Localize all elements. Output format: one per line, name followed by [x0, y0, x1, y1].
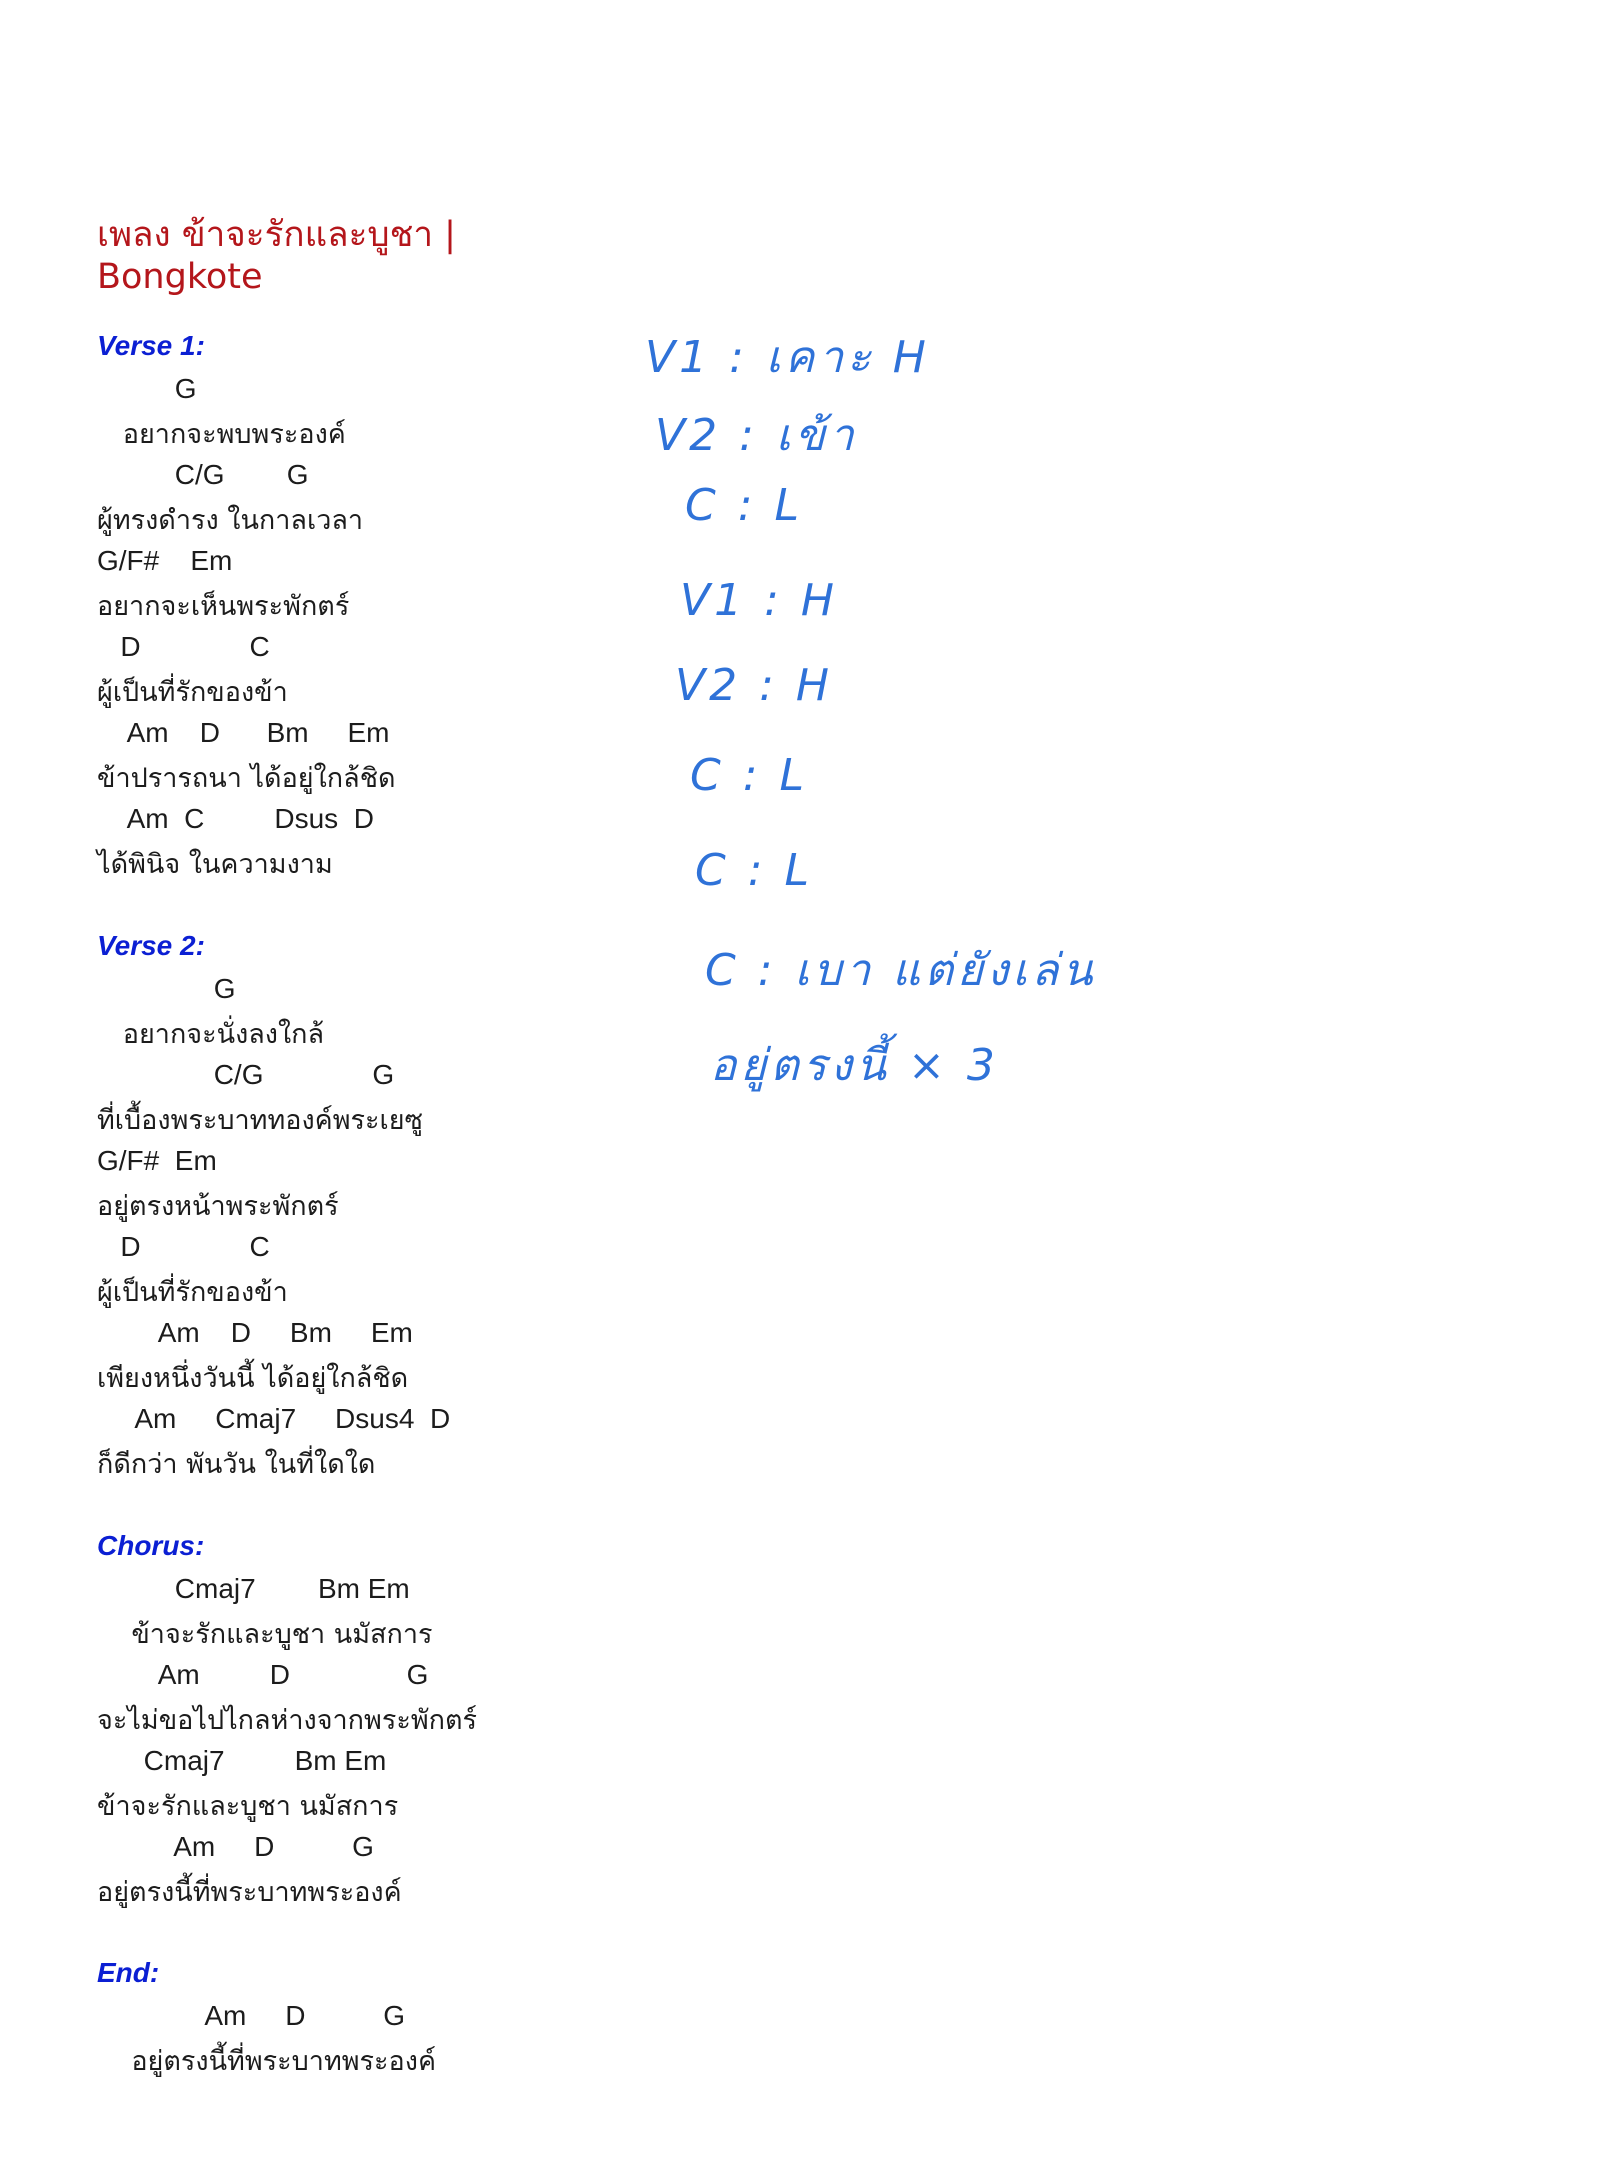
section-label: End:: [97, 1957, 160, 1988]
lyric-line: ข้าปรารถนา ได้อยู่ใกล้ชิด: [97, 763, 396, 794]
song-title: [97, 214, 617, 298]
chord-line: Am Cmaj7 Dsus4 D: [97, 1403, 451, 1434]
section-label: Verse 2:: [97, 930, 205, 961]
chord-line: G/F# Em: [97, 1145, 217, 1176]
chord-line: Am D G: [97, 1659, 429, 1690]
handwritten-note-line: C : L: [690, 750, 809, 801]
chord-line: C/G G: [97, 1059, 395, 1090]
chord-line: Am C Dsus D: [97, 803, 374, 834]
chord-line: G: [97, 373, 197, 404]
handwritten-note-line: V2 : H: [675, 660, 833, 711]
section-label: Chorus:: [97, 1530, 205, 1561]
chord-line: Cmaj7 Bm Em: [97, 1745, 387, 1776]
lyric-line: ผู้ทรงดำรง ในกาลเวลา: [97, 505, 364, 536]
lyric-line: ผู้เป็นที่รักของข้า: [97, 1277, 288, 1308]
lyric-line: อยู่ตรงหน้าพระพักตร์: [97, 1191, 339, 1222]
lyric-line: อยู่ตรงนี้ที่พระบาทพระองค์: [97, 2046, 437, 2077]
handwritten-note-line: C : L: [695, 845, 814, 896]
chord-line: G/F# Em: [97, 545, 233, 576]
song-title-line2: Bongkote: [97, 257, 263, 297]
chord-line: Cmaj7 Bm Em: [97, 1573, 410, 1604]
lyric-line: ผู้เป็นที่รักของข้า: [97, 677, 288, 708]
lyric-line: อยากจะนั่งลงใกล้: [97, 1019, 325, 1050]
handwritten-note-line: อยู่ตรงนี้ × 3: [710, 1040, 999, 1091]
handwritten-note-line: V2 : เข้า: [655, 410, 858, 461]
lyric-line: อยากจะพบพระองค์: [97, 419, 346, 450]
lyric-line: อยากจะเห็นพระพักตร์: [97, 591, 350, 622]
chord-line: Am D G: [97, 2000, 406, 2031]
chord-line: C/G G: [97, 459, 309, 490]
lyric-line: ได้พินิจ ในความงาม: [97, 849, 333, 880]
handwritten-note-line: V1 : H: [680, 575, 838, 626]
lyric-line: ก็ดีกว่า พันวัน ในที่ใดใด: [97, 1449, 376, 1480]
chord-line: D C: [97, 1231, 270, 1262]
lyric-line: จะไม่ขอไปไกลห่างจากพระพักตร์: [97, 1705, 478, 1736]
handwritten-note-line: V1 : เคาะ H: [645, 332, 930, 383]
handwritten-note-line: C : เบา แต่ยังเล่น: [705, 945, 1097, 996]
chord-line: Am D Bm Em: [97, 717, 390, 748]
section-label: Verse 1:: [97, 330, 205, 361]
chord-line: Am D G: [97, 1831, 374, 1862]
chord-line: D C: [97, 631, 270, 662]
handwritten-notes: [640, 300, 1280, 1130]
lyric-line: ข้าจะรักและบูชา นมัสการ: [97, 1619, 433, 1650]
lyric-line: เพียงหนึ่งวันนี้ ได้อยู่ใกล้ชิด: [97, 1363, 409, 1394]
lyric-line: อยู่ตรงนี้ที่พระบาทพระองค์: [97, 1877, 402, 1908]
chord-line: G: [97, 973, 236, 1004]
chord-line: Am D Bm Em: [97, 1317, 413, 1348]
handwritten-note-line: C : L: [685, 480, 804, 531]
lyric-line: ข้าจะรักและบูชา นมัสการ: [97, 1791, 399, 1822]
lyric-line: ที่เบื้องพระบาททองค์พระเยซู: [97, 1105, 423, 1136]
song-title-line1: เพลง ข้าจะรักและบูชา |: [97, 215, 456, 255]
